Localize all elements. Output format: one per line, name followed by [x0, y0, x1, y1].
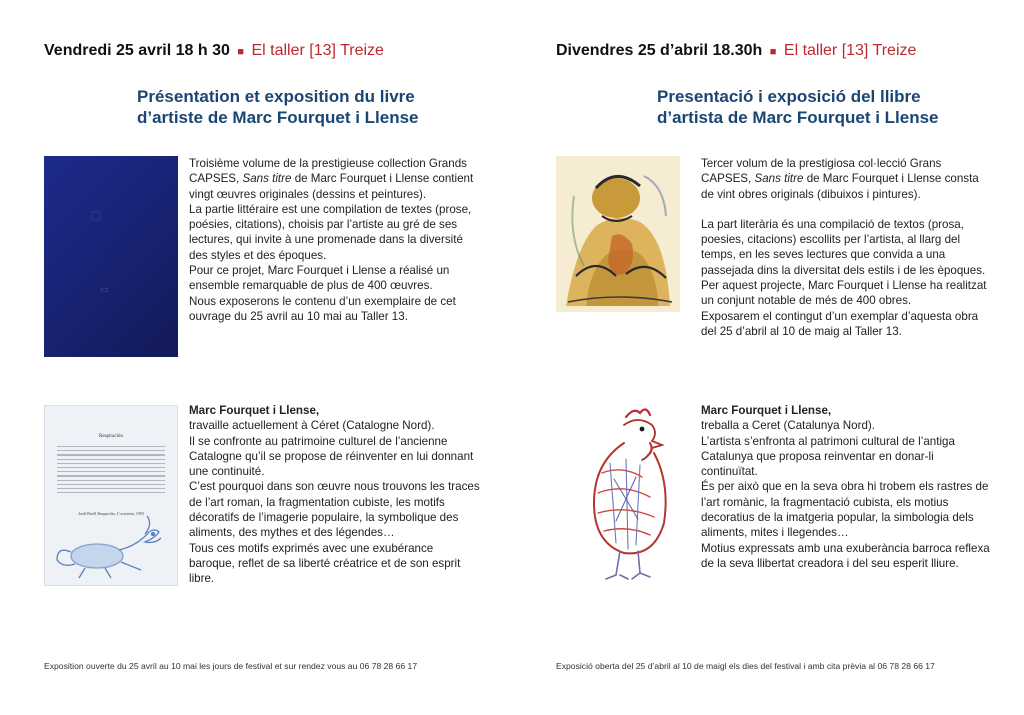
- description-paragraph: Nous exposerons le contenu d’un exemplaire de cet ouvrage du 25 avril au 10 mai au Taller 13.: [189, 294, 456, 323]
- description-paragraph: La part literària és una compilació de textos (prosa, poesies, citacions) escollits per l’artista, al llarg del temps, en les seves lectures que convida a una passejada dins la diversitat dels estils i de les èpoques. Per aquest projecte, Marc Fourquet i Llense ha realitzat un conjunt notable de més de 400 obres.: [701, 217, 987, 308]
- artist-name: Marc Fourquet i Llense,: [189, 404, 320, 417]
- event-venue: El taller [13] Treize: [783, 42, 917, 59]
- bio-paragraph: travaille actuellement à Céret (Catalogne Nord).: [189, 419, 435, 433]
- painting-figure-icon: [556, 156, 680, 312]
- book-page-image: [44, 405, 178, 586]
- exhibition-footer: Exposició oberta del 25 d’abril al 10 de maigl els dies del festival i amb cita prèvia al 06 78 28 66 17: [556, 661, 935, 671]
- bio-paragraph: És per això que en la seva obra hi trobem els rastres de l’art romànic, la fragmentació cubista, els motius decoratius de la imatgeria popular, la simbologia dels aliments, mites i llegendes…: [701, 480, 989, 540]
- catalan-column: [556, 0, 1024, 715]
- seated-figure-painting: [556, 156, 680, 312]
- bio-paragraph: Tous ces motifs exprimés avec une exubérance baroque, reflet de sa liberté créatrice et de son esprit libre.: [189, 541, 461, 586]
- description-paragraph: Tercer volum de la prestigiosa col·lecció Grans CAPSES, Sans titre de Marc Fourquet i Llense consta de vint obres originals (dibuixos i pintures).: [701, 157, 979, 201]
- separator-square-icon: ■: [237, 46, 244, 58]
- page-title: [657, 86, 1024, 128]
- bio-paragraph: treballa a Ceret (Catalunya Nord).: [701, 419, 875, 433]
- event-venue: El taller [13] Treize: [251, 42, 384, 59]
- rooster-drawing-icon: [580, 403, 684, 585]
- page-title: [137, 86, 517, 128]
- title-line: d’artista de Marc Fourquet i Llense: [657, 108, 939, 127]
- cover-emboss-mark: ▭: [100, 284, 109, 294]
- description-paragraph: Exposarem el contingut d’un exemplar d’aquesta obra del 25 d’abril al 10 de maig al Taller 13.: [701, 309, 979, 338]
- description-paragraph: La partie littéraire est une compilation de textes (prose, poésies, citations), choisis par l’artiste au gré de ses lectures, qui invite à une promenade dans la diversité des styles et des époques.: [189, 202, 472, 262]
- title-line: Presentació i exposició del llibre: [657, 87, 921, 106]
- separator-square-icon: ■: [769, 46, 777, 58]
- bio-paragraph: C’est pourquoi dans son œuvre nous trouvons les traces de l’art roman, la fragmentation cubiste, les motifs décoratifs de l’imagerie populaire, la symbolique des aliments, des mythes et des légendes…: [189, 480, 480, 540]
- event-date: Divendres 25 d’abril 18.30h: [556, 42, 763, 59]
- book-description: [189, 156, 481, 324]
- event-header: [556, 42, 916, 60]
- book-page-caption: Jordi Pinell Brugarolas, L’avioneta, 1993: [78, 511, 144, 516]
- rooster-drawing: [580, 403, 684, 585]
- blue-hare-drawing-icon: [45, 406, 178, 586]
- artist-name: Marc Fourquet i Llense,: [701, 404, 832, 417]
- book-cover-image: [44, 156, 178, 357]
- event-date: Vendredi 25 avril 18 h 30: [44, 42, 230, 59]
- bio-paragraph: L’artista s’enfronta al patrimoni cultural de l’antiga Catalunya que proposa reinventar en donar-li continuïtat.: [701, 434, 955, 479]
- artist-bio: [701, 403, 993, 571]
- exhibition-footer: Exposition ouverte du 25 avril au 10 mai les jours de festival et sur rendez vous au 06 78 28 66 17: [44, 661, 418, 671]
- cover-emboss-mark: ▢: [90, 208, 102, 222]
- description-paragraph: Troisième volume de la prestigieuse collection Grands CAPSES, Sans titre de Marc Fourquet i Llense contient vingt œuvres originales (dessins et peintures).: [189, 157, 474, 201]
- artist-bio: [189, 403, 481, 587]
- bio-paragraph: Il se confronte au patrimoine culturel de l’ancienne Catalogne qu’il se propose de réinventer en lui donnant une continuité.: [189, 434, 474, 479]
- title-line: Présentation et exposition du livre: [137, 87, 415, 106]
- event-header: [44, 42, 384, 60]
- title-line: d’artiste de Marc Fourquet i Llense: [137, 108, 419, 127]
- french-column: [44, 0, 544, 715]
- book-page-title: Respiración: [99, 434, 123, 439]
- bio-paragraph: Motius expressats amb una exuberància barroca reflexa de la seva llibertat creadora i del seu esperit lliure.: [701, 541, 990, 570]
- book-description: [701, 156, 993, 339]
- description-paragraph: Pour ce projet, Marc Fourquet i Llense a réalisé un ensemble remarquable de plus de 400 œuvres.: [189, 264, 450, 293]
